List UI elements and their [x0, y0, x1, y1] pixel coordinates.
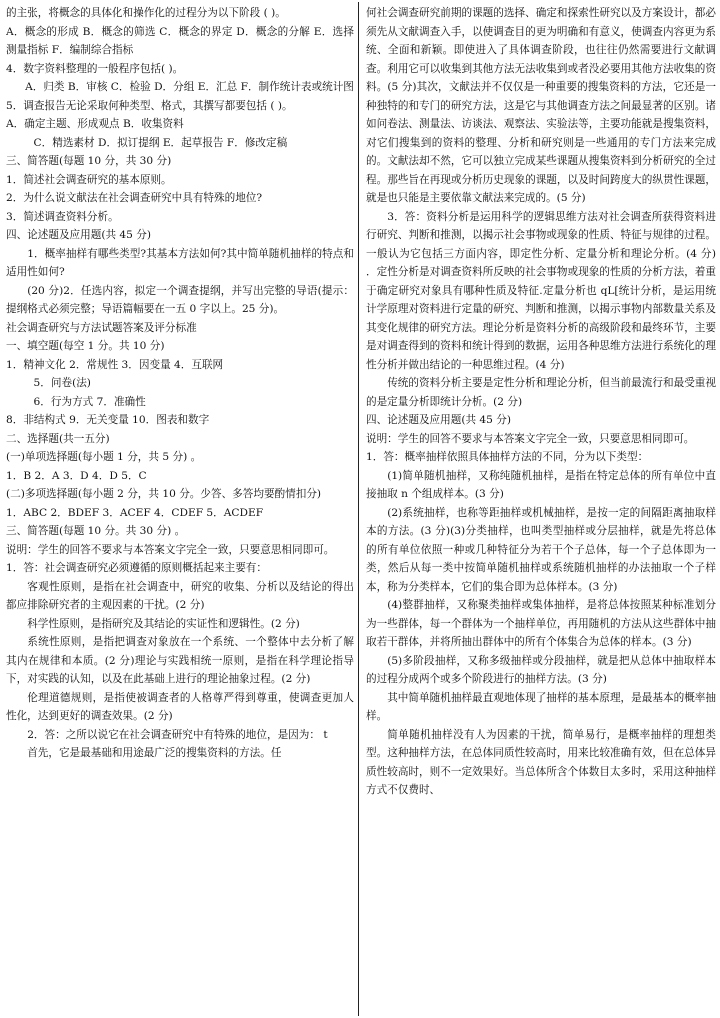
left-column-paragraph: 说明：学生的回答不要求与本答案文字完全一致，只要意思相同即可。 — [6, 543, 335, 556]
left-column-paragraph: 首先，它是最基础和用途最广泛的搜集资料的方法。任 — [27, 747, 282, 759]
left-column-paragraph: 二、选择题(共一五分) — [6, 432, 110, 445]
left-column-paragraph: A．概念的形成 B．概念的筛选 C．概念的界定 D．概念的分解 E．选择测量指标 F．编制综合指标 — [6, 25, 354, 56]
left-column-paragraph: 4．数字资料整理的一般程序包括( )。 — [6, 62, 184, 75]
right-column-paragraph: 其中简单随机抽样最直观地体现了抽样的基本原理，是最基本的概率抽样。 — [366, 691, 716, 722]
left-column-paragraph: 5．调查报告无论采取何种类型、格式，其撰写都要包括 ( )。 — [6, 99, 293, 112]
right-column-paragraph: 传统的资料分析主要是定性分析和理论分析，但当前最流行和最受重视的是定量分析即统计分析。(2 分) — [366, 377, 716, 408]
right-column-paragraph: (1)简单随机抽样，又称纯随机抽样，是指在特定总体的所有单位中直接抽取 n 个组成样本。(3 分) — [366, 469, 716, 500]
right-column-paragraph: 四、论述题及应用题(共 45 分) — [366, 414, 512, 426]
left-column-paragraph: 科学性原则，是指研究及其结论的实证性和逻辑性。(2 分) — [27, 617, 300, 630]
right-column-paragraph: (4)整群抽样，又称聚类抽样或集体抽样，是将总体按照某种标准划分为一些群体，每一个群体为一个抽样单位，再用随机的方法从这些群体中抽取若干群体，并将所抽出群体中的所有个体集合为总体的样本。(3 分) — [366, 599, 716, 648]
left-column-paragraph: 三、简答题(每题 10 分。共 30 分) 。 — [6, 525, 186, 537]
left-column-paragraph: 3．简述调查资料分析。 — [6, 210, 119, 223]
left-column-paragraph: 伦理道德规则，是指使被调查者的人格尊严得到尊重，使调查更加人性化，达到更好的调查效果。(2 分) — [6, 691, 354, 722]
column-divider — [358, 2, 359, 1016]
right-column-paragraph: (2)系统抽样，也称等距抽样或机械抽样，是按一定的间隔距离抽取样本的方法。(3 分)(3)分类抽样，也叫类型抽样或分层抽样，就是先将总体的所有单位依照一种或几种特征分为若干个子总体，每一个子总体即为一类，然后从每一类中按简单随机抽样或系统随机抽样的办法抽取一个子样本，称为分类样本，它们的集合即为总体样本。(3 分) — [366, 506, 716, 593]
left-column-paragraph: 6．行为方式 7．准确性 — [33, 395, 146, 408]
left-column-paragraph: C．精选素材 D．拟订提纲 E．起草报告 F．修改定稿 — [33, 136, 288, 149]
right-column-paragraph: (5)多阶段抽样，又称多级抽样或分段抽样，就是把从总体中抽取样本的过程分成两个或多个阶段进行的抽样方法。(3 分) — [366, 654, 716, 685]
left-column-paragraph: 1．ABC 2．BDEF 3．ACEF 4．CDEF 5．ACDEF — [6, 506, 264, 519]
right-column-paragraph: 简单随机抽样没有人为因素的干扰，简单易行，是概率抽样的理想类型。这种抽样方法，在总体同质性较高时，用来比较准确有效，但在总体异质性较高时，则不一定效果好。当总体所含个体数目太多时，采用这种抽样方式不仅费时、 — [366, 728, 716, 796]
right-column-paragraph: 说明：学生的回答不要求与本答案文字完全一致，只要意思相同即可。 — [366, 432, 695, 445]
left-column-paragraph: 1．简述社会调查研究的基本原则。 — [6, 173, 172, 186]
left-column-paragraph: 1．概率抽样有哪些类型?其基本方法如何?其中简单随机抽样的特点和适用性如何? — [6, 247, 354, 278]
left-column-paragraph: 2．为什么说文献法在社会调查研究中具有特殊的地位? — [6, 192, 263, 204]
left-column-paragraph: 1．精神文化 2．常规性 3．因变量 4．互联网 — [6, 358, 224, 371]
left-column-paragraph: 8．非结构式 9．无关变量 10．图表和数字 — [6, 414, 210, 426]
left-column-paragraph: 1．答：社会调查研究必须遵循的原则概括起来主要有： — [6, 562, 267, 574]
right-column-paragraph: 何社会调查研究前期的课题的选择、确定和探索性研究以及方案设计，都必须先从文献调查入手，以使调查目的更为明确和有意义，使调查内容更为系统、全面和新颖。即使进入了具体调查阶段，也往往仍然需要进行文献调查。利用它可以收集到其他方法无法收集到或者没必要用其他方法收集的资料。(5 分)其次，文献法并不仅仅是一种重要的搜集资料的方法，它还是一种独特的和专门的研究方法，这是它与其他调查方法之间最显著的区别。诸如问卷法、测量法、访谈法、观察法、实验法等，主要功能就是搜集资料，对它们搜集到的资料的整理、分析和研究则是一些通用的专门方法来完成的。文献法却不然，它可以独立完成某些课题从搜集资料到分析研究的全过程。那些旨在再现或分析历史现象的课题，以及时间跨度大的纵贯性课题，就是也只能是主要依靠文献法来完成的。(5 分) — [366, 7, 716, 204]
left-column-paragraph: 5．问卷(法) — [33, 377, 91, 389]
left-column-paragraph: 系统性原则，是指把调查对象放在一个系统、一个整体中去分析了解其内在规律和本质。(2 分)理论与实践相统一原则，是指在科学理论指导下，对实践的认知，以及在此基础上进行的理论抽象过程。(2 分) — [6, 636, 354, 685]
left-column-paragraph: 一、填空题(每空 1 分。共 10 分) — [6, 340, 165, 352]
right-column-paragraph: 1．答：概率抽样依照具体抽样方法的不同，分为以下类型： — [366, 451, 649, 463]
left-column-paragraph: A．确定主题、形成观点 B．收集资料 — [6, 118, 184, 130]
right-column-paragraph: 3．答：资料分析是运用科学的逻辑思维方法对社会调查所获得资料进行研究、判断和推测，以揭示社会事物或现象的性质、特征与规律的过程。一般认为它包括三方面内容，即定性分析、定量分析和理论分析。(4 分) ．定性分析是对调查资料所反映的社会事物或现象的性质的分析方法，着重于确定研究对象具有哪种性质及特征.定量分析也 qL[统计分析，是运用统计学原理对资料进行定量的研究、判断和推测，以揭示事物内部数量关系及其变化规律的研究方法。理论分析是资料分析的高级阶段和最终环节，主要是对调查得到的资料和统计得到的数据，运用各种思维方法进行系统化的理性分析并做出结论的一种思维过程。(4 分) — [366, 210, 716, 371]
left-column-paragraph: (二)多项选择题(每小题 2 分，共 10 分。少答、多答均要酌情扣分) — [6, 488, 322, 500]
left-column-paragraph: (一)单项选择题(每小题 1 分，共 5 分) 。 — [6, 451, 202, 463]
left-column-paragraph: 三、简答题(每题 10 分，共 30 分) — [6, 155, 172, 167]
left-column-paragraph: 社会调查研究与方法试题答案及评分标准 — [6, 321, 197, 334]
left-column-paragraph: 的主张，将概念的具体化和操作化的过程分为以下阶段 ( )。 — [6, 7, 286, 19]
left-column-paragraph: (20 分)2．任选内容，拟定一个调查提纲，并写出完整的导语(提示：提纲格式必须完整；导语篇幅要在一五 0 字以上。25 分)。 — [6, 284, 354, 315]
left-column-paragraph: 客观性原则，是指在社会调查中，研究的收集、分析以及结论的得出都应排除研究者的主观因素的干扰。(2 分) — [6, 580, 354, 611]
left-column-paragraph: 2．答：之所以说它在社会调查研究中有特殊的地位，是因为： t — [27, 728, 328, 741]
left-column-paragraph: A．归类 B．审核 C．检验 D．分组 E．汇总 F．制作统计表或统计图 — [25, 81, 354, 93]
left-column-paragraph: 1．B 2．A 3．D 4．D 5．C — [6, 469, 147, 482]
left-column-paragraph: 四、论述题及应用题(共 45 分) — [6, 229, 152, 241]
right-column — [366, 4, 716, 1016]
left-column — [6, 4, 354, 1016]
